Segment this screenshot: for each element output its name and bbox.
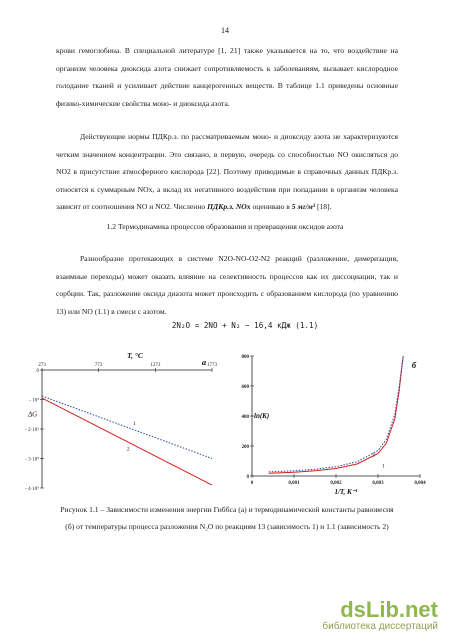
chart-b-y-tick-label: 400 — [241, 415, 249, 420]
chart-a-series-label: 2 — [126, 446, 130, 453]
chart-b-y-tick-label: 0 — [246, 475, 249, 480]
chart-a-x-tick-label: 773 — [94, 363, 103, 368]
chart-b-x-tick-label: 0,002 — [330, 481, 342, 486]
page-number: 14 — [221, 26, 229, 35]
equilibrium-constant-chart — [228, 348, 428, 498]
chart-b-ylabel: ln(K) — [254, 412, 270, 420]
watermark-subtitle: библиотека диссертаций — [322, 621, 438, 632]
chart-a-ylabel: ΔG — [28, 410, 38, 419]
chart-a-y-tick-label: - 4·10⁵ — [25, 487, 39, 492]
chart-b-y-tick-label: 600 — [241, 385, 249, 390]
chart-a-y-tick-label: 0 — [36, 369, 39, 374]
chart-b-x-tick-label: 0 — [250, 481, 254, 486]
paragraph-2-tail: оцениваю в — [250, 202, 292, 212]
pdk-value: 5 мг/м³ — [291, 202, 316, 212]
paragraph-3: Разнообразие протекающих в системе N2O-NO-O2-N2 реакций (разложение, димеризация, взаимные переходы) может оказать влияние на селективность процессов как их диссоциации, так и сорбции. Так, разложение оксида диазота может происходить с образованием кислорода (по уравнению 13) или NO (1.1) в смеси с азотом. — [56, 254, 398, 316]
paragraph-2-text: Действующие нормы ПДКр.з. по рассматриваемым моно- и диоксиду азота не характеризуются четким значением концентрации. Это связано, в первую, очередь со способностью NO окисляться до NO2 в присутствие атмосферного кислорода [22]. Поэтому приводимые в справочных данных ПДКр.з. относятся к суммарным NOx, а вклад их негативного воздействия при попадании в организм человека зависит от соотношения NO и NO2. Численно — [56, 132, 398, 212]
figure-caption: Рисунок 1.1 – Зависимости изменения энергии Гиббса (а) и термодинамической константы равновесия (б) от температуры процесса разложения N₂O по реакциям 13 (зависимость 1) и 1.1 (зависимость 2) — [60, 505, 394, 531]
gibbs-energy-chart — [25, 348, 225, 496]
chart-b-panel-label: б — [411, 360, 417, 370]
chart-a-y-tick-label: - 10⁵ — [29, 398, 39, 404]
chart-b-x-tick-label: 0,001 — [288, 481, 300, 486]
equation: 2N₂O = 2NO + N₂ − 16,4 кДж (1.1) — [171, 321, 319, 330]
chart-b-y-tick-label: 200 — [241, 445, 249, 450]
chart-b-series-label: 1 — [382, 463, 385, 470]
watermark — [322, 599, 438, 633]
chart-a-x-tick-label: 1273 — [150, 363, 161, 368]
chart-a-y-tick-label: - 2·10⁵ — [25, 428, 39, 433]
watermark-logo: dsLib.net — [340, 597, 438, 622]
chart-a-y-tick-label: - 3·10⁵ — [25, 457, 39, 463]
chart-b-xlabel: 1/T, K⁻¹ — [334, 488, 358, 496]
chart-a-series-label: 1 — [132, 420, 136, 427]
paragraph-2 — [56, 128, 398, 216]
chart-a-panel-label: а — [201, 357, 207, 367]
chart-a-xlabel: T, °C — [127, 351, 143, 360]
paragraph-2-ref: [18]. — [315, 202, 332, 212]
chart-a-x-tick-label: 273 — [38, 363, 46, 368]
chart-b-y-tick-label: 800 — [241, 355, 249, 360]
chart-a-x-tick-label: 1773 — [207, 363, 217, 368]
chart-b-x-tick-label: 0,004 — [414, 481, 426, 486]
chart-b-x-tick-label: 0,003 — [372, 481, 384, 486]
chart-b-series-label: 2 — [372, 452, 375, 459]
pdk-label: ПДКр.з. NOx — [207, 202, 251, 212]
chart-b-bg — [228, 348, 428, 498]
paragraph-1: крови гемоглобина. В специальной литературе [1, 21] также указывается на то, что воздействие на организм человека диоксида азота снижает сопротивляемость к заболеваниям, вызывает кислородное голодание тканей и усиливает действие канцерогенных веществ. В таблице 1.1 приведены основные физико-химические свойства моно- и диоксида азота. — [56, 46, 398, 108]
section-heading: 1.2 Термодинамика процессов образования и превращения оксидов азота — [106, 222, 344, 231]
